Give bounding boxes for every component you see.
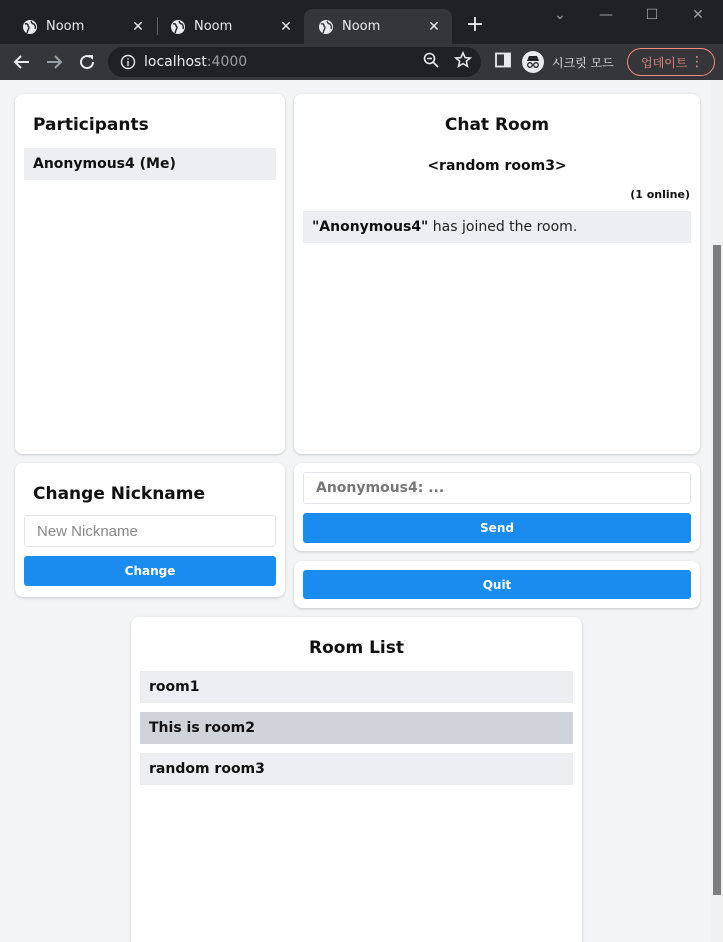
send-button[interactable]: Send (303, 513, 691, 543)
reload-icon[interactable] (73, 48, 101, 76)
globe-icon (22, 19, 38, 35)
zoom-icon[interactable] (422, 51, 440, 69)
browser-tab-2[interactable] (156, 9, 304, 44)
update-button[interactable] (627, 48, 715, 76)
room-list-title: Room List (309, 638, 404, 658)
page-viewport (0, 80, 723, 942)
browser-tab-3[interactable] (304, 9, 452, 44)
chat-message (303, 211, 691, 243)
room-item-room3[interactable]: random room3 (140, 753, 573, 785)
change-nickname-panel (15, 463, 285, 597)
tab-title: Noom (342, 19, 381, 34)
maximize-icon[interactable]: ☐ (645, 7, 659, 23)
nickname-input[interactable] (24, 515, 276, 547)
room-item-room1[interactable]: room1 (140, 671, 573, 703)
change-nickname-title: Change Nickname (33, 484, 206, 504)
tab-title: Noom (46, 19, 85, 34)
forward-icon[interactable] (40, 48, 68, 76)
close-window-icon[interactable]: ✕ (692, 7, 704, 23)
incognito-indicator[interactable] (522, 49, 614, 75)
back-icon[interactable] (8, 48, 36, 76)
browser-tab-1[interactable] (8, 9, 156, 44)
chat-room-panel (294, 94, 700, 454)
tab-strip (0, 0, 723, 44)
minimize-icon[interactable]: — (599, 7, 613, 23)
update-label: 업데이트 (641, 55, 688, 70)
participants-panel (15, 94, 285, 454)
room-list-panel (131, 617, 582, 942)
message-input[interactable] (303, 472, 691, 504)
change-nickname-button[interactable]: Change (24, 556, 276, 586)
side-panel-icon[interactable] (494, 51, 512, 69)
current-room-name: <random room3> (427, 158, 567, 174)
page-scrollbar[interactable] (711, 80, 723, 942)
incognito-label: 시크릿 모드 (552, 55, 614, 70)
send-message-panel (294, 463, 700, 551)
close-tab-icon[interactable]: ✕ (428, 18, 440, 35)
browser-toolbar (0, 44, 723, 80)
participants-title: Participants (33, 115, 149, 135)
online-count: (1 online) (630, 188, 690, 201)
url-host: localhost (144, 54, 207, 70)
tab-search-icon[interactable]: ⌄ (554, 7, 566, 23)
message-user: "Anonymous4" (312, 219, 429, 235)
close-tab-icon[interactable]: ✕ (280, 18, 292, 35)
more-menu-icon[interactable]: ⋮ (690, 54, 704, 70)
url-port: :4000 (206, 54, 248, 70)
new-tab-button[interactable]: + (465, 12, 485, 37)
room-item-room2[interactable]: This is room2 (140, 712, 573, 744)
info-icon[interactable] (120, 54, 136, 70)
bookmark-star-icon[interactable] (454, 51, 472, 69)
message-text: has joined the room. (428, 219, 578, 235)
chat-room-title: Chat Room (444, 115, 550, 135)
tab-title: Noom (194, 19, 233, 34)
globe-icon (170, 19, 186, 35)
quit-panel (294, 561, 700, 608)
close-tab-icon[interactable]: ✕ (132, 18, 144, 35)
globe-icon (318, 19, 334, 35)
scrollbar-thumb[interactable] (713, 245, 721, 895)
participant-item: Anonymous4 (Me) (24, 148, 276, 180)
quit-button[interactable]: Quit (303, 570, 691, 599)
incognito-icon (522, 51, 544, 73)
